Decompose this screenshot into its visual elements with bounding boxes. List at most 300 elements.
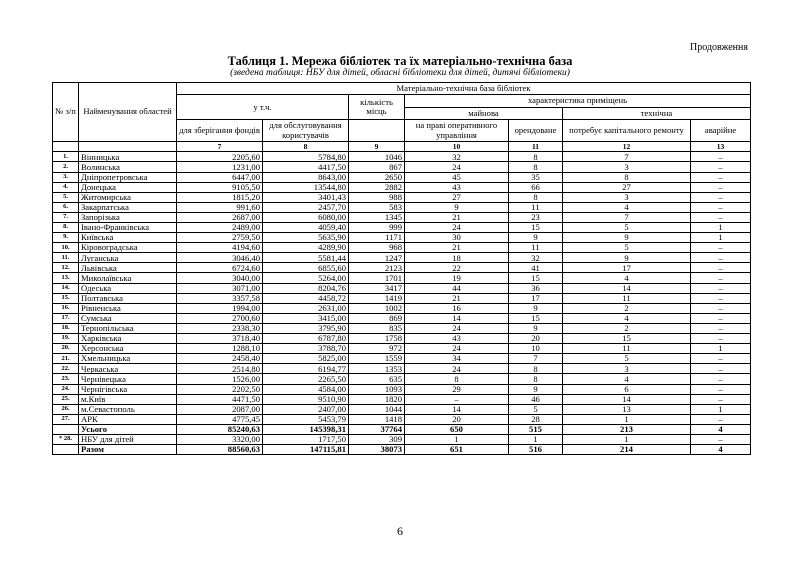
rent-count: 515 (509, 424, 563, 434)
operative-count: 1 (405, 434, 509, 444)
storage-area: 2759,50 (177, 233, 263, 243)
region-name: Вінницька (79, 152, 177, 162)
region-name: Полтавська (79, 293, 177, 303)
rent-count: 15 (509, 273, 563, 283)
region-name: Хмельницька (79, 354, 177, 364)
service-area: 2457,70 (263, 202, 349, 212)
storage-area: 1815,20 (177, 192, 263, 202)
emergency-count: – (691, 202, 751, 212)
header-num: № з/п (53, 83, 79, 142)
service-area: 5635,90 (263, 233, 349, 243)
storage-area: 1231,00 (177, 162, 263, 172)
table-row (53, 344, 751, 354)
repair-count: 2 (563, 303, 691, 313)
header-seats: кількість місць (349, 95, 405, 120)
repair-count: 4 (563, 374, 691, 384)
operative-count: 43 (405, 334, 509, 344)
storage-area: 2514,80 (177, 364, 263, 374)
repair-count: 9 (563, 253, 691, 263)
seats-count: 2650 (349, 172, 405, 182)
table-row (53, 263, 751, 273)
operative-count: 22 (405, 263, 509, 273)
region-name: Рівненська (79, 303, 177, 313)
emergency-count: – (691, 212, 751, 222)
region-name: Сумська (79, 313, 177, 323)
row-number (53, 424, 79, 434)
rent-count: 8 (509, 192, 563, 202)
storage-area: 6724,60 (177, 263, 263, 273)
operative-count: 34 (405, 354, 509, 364)
table-row (53, 273, 751, 283)
storage-area: 3040,00 (177, 273, 263, 283)
seats-count: 1345 (349, 212, 405, 222)
operative-count: 24 (405, 162, 509, 172)
storage-area: 6447,00 (177, 172, 263, 182)
emergency-count: – (691, 243, 751, 253)
table-body (53, 152, 751, 455)
column-number: 8 (263, 142, 349, 152)
operative-count: 43 (405, 182, 509, 192)
row-number: 13. (53, 273, 79, 283)
operative-count: 14 (405, 313, 509, 323)
emergency-count: – (691, 162, 751, 172)
seats-count: 968 (349, 243, 405, 253)
repair-count: 5 (563, 243, 691, 253)
emergency-count: – (691, 283, 751, 293)
repair-count: 14 (563, 283, 691, 293)
operative-count: 24 (405, 344, 509, 354)
storage-area: 2205,60 (177, 152, 263, 162)
row-number: 11. (53, 253, 79, 263)
row-number: 15. (53, 293, 79, 303)
seats-count: 2882 (349, 182, 405, 192)
service-area: 5825,00 (263, 354, 349, 364)
region-name: Чернівецька (79, 374, 177, 384)
repair-count: 5 (563, 354, 691, 364)
column-number: 9 (349, 142, 405, 152)
header-region: Найменування областей (79, 83, 177, 142)
rent-count: 11 (509, 243, 563, 253)
operative-count: 29 (405, 384, 509, 394)
table-row (53, 212, 751, 222)
service-area: 3788,70 (263, 344, 349, 354)
row-number: 18. (53, 323, 79, 333)
operative-count: 20 (405, 414, 509, 424)
header-material-base: Матеріально-технічна база бібліотек (177, 83, 751, 95)
rent-count: 9 (509, 384, 563, 394)
emergency-count: – (691, 253, 751, 263)
storage-area: 1526,00 (177, 374, 263, 384)
region-name: Разом (79, 445, 177, 455)
table-row (53, 182, 751, 192)
operative-count: 650 (405, 424, 509, 434)
header-technical: технічна (563, 107, 751, 119)
region-name: Одеська (79, 283, 177, 293)
seats-count: 1418 (349, 414, 405, 424)
region-name: Донецька (79, 182, 177, 192)
rent-count: 8 (509, 364, 563, 374)
table-row (53, 384, 751, 394)
service-area: 4417,50 (263, 162, 349, 172)
row-number: 26. (53, 404, 79, 414)
storage-area: 2687,00 (177, 212, 263, 222)
operative-count: 24 (405, 364, 509, 374)
storage-area: 3046,40 (177, 253, 263, 263)
emergency-count: – (691, 182, 751, 192)
rent-count: 23 (509, 212, 563, 222)
row-number: 25. (53, 394, 79, 404)
emergency-count: – (691, 152, 751, 162)
table-row (53, 293, 751, 303)
header-rent: орендоване (509, 120, 563, 142)
seats-count: 1820 (349, 394, 405, 404)
service-area: 5453,79 (263, 414, 349, 424)
seats-count: 3417 (349, 283, 405, 293)
emergency-count: – (691, 263, 751, 273)
operative-count: 21 (405, 293, 509, 303)
column-number-row (53, 142, 751, 152)
region-name: Херсонська (79, 344, 177, 354)
emergency-count: – (691, 313, 751, 323)
service-area: 4289,90 (263, 243, 349, 253)
region-name: АРК (79, 414, 177, 424)
row-number (53, 445, 79, 455)
header-repair: потребує капітального ремонту (563, 120, 691, 142)
row-number: 1. (53, 152, 79, 162)
service-area: 5264,00 (263, 273, 349, 283)
rent-count: 5 (509, 404, 563, 414)
row-number: 12. (53, 263, 79, 273)
rent-count: 8 (509, 162, 563, 172)
service-area: 1717,50 (263, 434, 349, 444)
header-storage: для зберігання фондів (177, 120, 263, 142)
region-name: Луганська (79, 253, 177, 263)
storage-area: 85240,63 (177, 424, 263, 434)
header-service: для обслуговування користувачів (263, 120, 349, 142)
operative-count: 24 (405, 323, 509, 333)
header-seats-sub (349, 120, 405, 142)
operative-count: 30 (405, 233, 509, 243)
column-number: 13 (691, 142, 751, 152)
seats-count: 988 (349, 192, 405, 202)
emergency-count: – (691, 334, 751, 344)
repair-count: 8 (563, 172, 691, 182)
rent-count: 8 (509, 152, 563, 162)
service-area: 6080,00 (263, 212, 349, 222)
service-area: 6787,80 (263, 334, 349, 344)
seats-count: 1046 (349, 152, 405, 162)
region-name: Волинська (79, 162, 177, 172)
emergency-count: – (691, 323, 751, 333)
storage-area: 4775,45 (177, 414, 263, 424)
repair-count: 11 (563, 344, 691, 354)
storage-area: 9105,50 (177, 182, 263, 192)
table-row (53, 445, 751, 455)
repair-count: 4 (563, 313, 691, 323)
seats-count: 1247 (349, 253, 405, 263)
storage-area: 991,60 (177, 202, 263, 212)
row-number: 3. (53, 172, 79, 182)
row-number: 6. (53, 202, 79, 212)
table-row (53, 414, 751, 424)
rent-count: 17 (509, 293, 563, 303)
emergency-count: 1 (691, 223, 751, 233)
operative-count: 21 (405, 243, 509, 253)
emergency-count: 4 (691, 445, 751, 455)
row-number: 5. (53, 192, 79, 202)
region-name: Івано-Франківська (79, 223, 177, 233)
repair-count: 7 (563, 212, 691, 222)
service-area: 2631,00 (263, 303, 349, 313)
seats-count: 38073 (349, 445, 405, 455)
rent-count: 9 (509, 233, 563, 243)
repair-count: 3 (563, 162, 691, 172)
region-name: Київська (79, 233, 177, 243)
emergency-count: – (691, 434, 751, 444)
table-row (53, 162, 751, 172)
repair-count: 9 (563, 233, 691, 243)
storage-area: 3320,00 (177, 434, 263, 444)
table-row (53, 233, 751, 243)
operative-count: 9 (405, 202, 509, 212)
service-area: 6194,77 (263, 364, 349, 374)
table-row (53, 374, 751, 384)
repair-count: 6 (563, 384, 691, 394)
region-name: Закарпатська (79, 202, 177, 212)
repair-count: 15 (563, 334, 691, 344)
repair-count: 1 (563, 414, 691, 424)
region-name: Житомирська (79, 192, 177, 202)
rent-count: 35 (509, 172, 563, 182)
rent-count: 10 (509, 344, 563, 354)
operative-count: 19 (405, 273, 509, 283)
storage-area: 88560,63 (177, 445, 263, 455)
row-number: * 28. (53, 434, 79, 444)
repair-count: 2 (563, 323, 691, 333)
emergency-count: – (691, 374, 751, 384)
table-row (53, 354, 751, 364)
seats-count: 1419 (349, 293, 405, 303)
seats-count: 1093 (349, 384, 405, 394)
region-name: Запорізька (79, 212, 177, 222)
service-area: 5581,44 (263, 253, 349, 263)
emergency-count: 1 (691, 404, 751, 414)
rent-count: 9 (509, 303, 563, 313)
service-area: 3415,00 (263, 313, 349, 323)
emergency-count: – (691, 293, 751, 303)
row-number: 24. (53, 384, 79, 394)
seats-count: 1044 (349, 404, 405, 414)
repair-count: 7 (563, 152, 691, 162)
column-number: 10 (405, 142, 509, 152)
row-number: 7. (53, 212, 79, 222)
operative-count: 27 (405, 192, 509, 202)
storage-area: 1288,10 (177, 344, 263, 354)
region-name: Львівська (79, 263, 177, 273)
rent-count: 1 (509, 434, 563, 444)
seats-count: 37764 (349, 424, 405, 434)
operative-count: 8 (405, 374, 509, 384)
emergency-count: – (691, 394, 751, 404)
storage-area: 3357,58 (177, 293, 263, 303)
region-name: Усього (79, 424, 177, 434)
seats-count: 999 (349, 223, 405, 233)
repair-count: 3 (563, 192, 691, 202)
repair-count: 5 (563, 223, 691, 233)
repair-count: 1 (563, 434, 691, 444)
table-row (53, 152, 751, 162)
header-operative: на праві оперативного управління (405, 120, 509, 142)
row-number: 21. (53, 354, 79, 364)
table-row (53, 313, 751, 323)
seats-count: 1171 (349, 233, 405, 243)
rent-count: 20 (509, 334, 563, 344)
operative-count: 16 (405, 303, 509, 313)
table-row (53, 223, 751, 233)
row-number: 20. (53, 344, 79, 354)
rent-count: 15 (509, 313, 563, 323)
storage-area: 2202,50 (177, 384, 263, 394)
seats-count: 835 (349, 323, 405, 333)
operative-count: 18 (405, 253, 509, 263)
storage-area: 2458,40 (177, 354, 263, 364)
seats-count: 1701 (349, 273, 405, 283)
rent-count: 516 (509, 445, 563, 455)
table-row (53, 283, 751, 293)
seats-count: 583 (349, 202, 405, 212)
storage-area: 4471,50 (177, 394, 263, 404)
row-number: 16. (53, 303, 79, 313)
seats-count: 309 (349, 434, 405, 444)
region-name: м.Севастополь (79, 404, 177, 414)
repair-count: 27 (563, 182, 691, 192)
service-area: 3795,90 (263, 323, 349, 333)
storage-area: 1994,00 (177, 303, 263, 313)
emergency-count: – (691, 303, 751, 313)
service-area: 8204,76 (263, 283, 349, 293)
service-area: 8643,00 (263, 172, 349, 182)
table-row (53, 334, 751, 344)
storage-area: 3718,40 (177, 334, 263, 344)
rent-count: 9 (509, 323, 563, 333)
repair-count: 3 (563, 364, 691, 374)
rent-count: 46 (509, 394, 563, 404)
continued-label: Продовження (690, 42, 748, 53)
repair-count: 17 (563, 263, 691, 273)
table-row (53, 323, 751, 333)
seats-count: 972 (349, 344, 405, 354)
storage-area: 2700,60 (177, 313, 263, 323)
region-name: Харківська (79, 334, 177, 344)
region-name: Черкаська (79, 364, 177, 374)
emergency-count: – (691, 192, 751, 202)
seats-count: 1559 (349, 354, 405, 364)
repair-count: 13 (563, 404, 691, 414)
region-name: Чернігівська (79, 384, 177, 394)
row-number: 23. (53, 374, 79, 384)
table-subtitle: (зведена таблиця: НБУ для дітей, обласні бібліотеки для дітей, дитячі бібліотеки) (230, 68, 570, 78)
column-number: 12 (563, 142, 691, 152)
header-incl: у т.ч. (177, 95, 349, 120)
service-area: 4584,00 (263, 384, 349, 394)
table-row (53, 364, 751, 374)
region-name: НБУ для дітей (79, 434, 177, 444)
emergency-count: – (691, 384, 751, 394)
table-row (53, 424, 751, 434)
repair-count: 4 (563, 202, 691, 212)
column-number: 11 (509, 142, 563, 152)
rent-count: 28 (509, 414, 563, 424)
rent-count: 15 (509, 223, 563, 233)
region-name: Тернопільська (79, 323, 177, 333)
operative-count: 21 (405, 212, 509, 222)
service-area: 5784,80 (263, 152, 349, 162)
table-row (53, 253, 751, 263)
table-row (53, 434, 751, 444)
service-area: 13544,80 (263, 182, 349, 192)
header-property: майнова (405, 107, 563, 119)
storage-area: 3071,00 (177, 283, 263, 293)
table-row (53, 404, 751, 414)
storage-area: 2338,30 (177, 323, 263, 333)
seats-count: 1353 (349, 364, 405, 374)
rent-count: 66 (509, 182, 563, 192)
storage-area: 4194,60 (177, 243, 263, 253)
table-row (53, 303, 751, 313)
repair-count: 213 (563, 424, 691, 434)
emergency-count: – (691, 414, 751, 424)
row-number: 2. (53, 162, 79, 172)
emergency-count: – (691, 354, 751, 364)
emergency-count: – (691, 172, 751, 182)
header-emergency: аварійне (691, 120, 751, 142)
storage-area: 2489,00 (177, 223, 263, 233)
emergency-count: – (691, 364, 751, 374)
rent-count: 36 (509, 283, 563, 293)
repair-count: 4 (563, 273, 691, 283)
service-area: 4458,72 (263, 293, 349, 303)
table-row (53, 394, 751, 404)
seats-count: 867 (349, 162, 405, 172)
service-area: 9510,90 (263, 394, 349, 404)
region-name: Кіровоградська (79, 243, 177, 253)
library-network-table (52, 82, 751, 455)
operative-count: 24 (405, 223, 509, 233)
table-row (53, 202, 751, 212)
row-number: 14. (53, 283, 79, 293)
row-number: 22. (53, 364, 79, 374)
repair-count: 11 (563, 293, 691, 303)
seats-count: 1002 (349, 303, 405, 313)
row-number: 4. (53, 182, 79, 192)
table-row (53, 172, 751, 182)
row-number: 8. (53, 223, 79, 233)
region-name: м.Київ (79, 394, 177, 404)
repair-count: 14 (563, 394, 691, 404)
rent-count: 8 (509, 374, 563, 384)
operative-count: – (405, 394, 509, 404)
service-area: 145398,31 (263, 424, 349, 434)
service-area: 147115,81 (263, 445, 349, 455)
page-number: 6 (397, 524, 403, 538)
region-name: Миколаївська (79, 273, 177, 283)
operative-count: 45 (405, 172, 509, 182)
storage-area: 2087,00 (177, 404, 263, 414)
rent-count: 11 (509, 202, 563, 212)
operative-count: 651 (405, 445, 509, 455)
service-area: 6855,60 (263, 263, 349, 273)
seats-count: 635 (349, 374, 405, 384)
